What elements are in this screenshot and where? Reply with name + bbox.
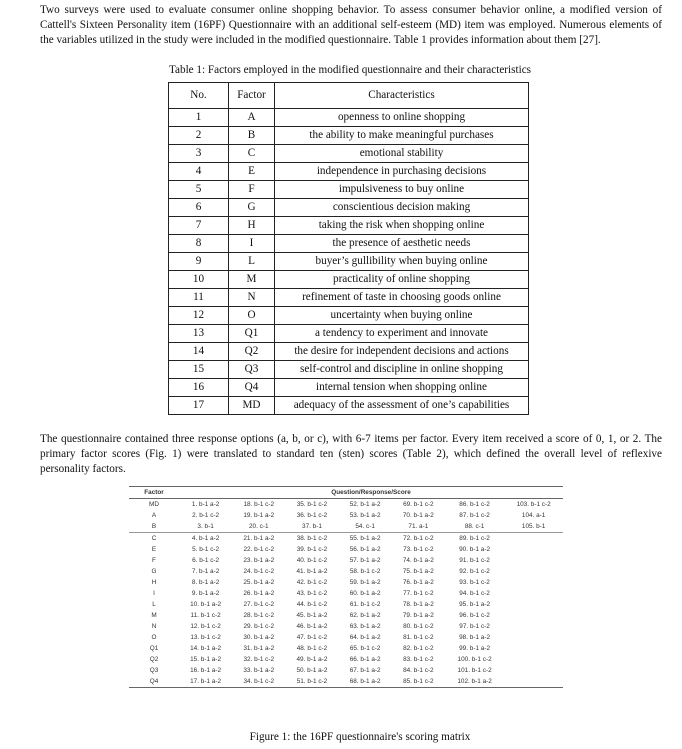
matrix-cell: 38. b-1 c-2 [285, 533, 338, 545]
matrix-cell [504, 588, 563, 599]
matrix-cell: 21. b-1 a-2 [232, 533, 285, 545]
matrix-row [129, 643, 563, 654]
table-row [169, 379, 529, 397]
matrix-cell: 40. b-1 c-2 [296, 557, 328, 564]
matrix-cell: 11. b-1 c-2 [190, 612, 221, 619]
matrix-cell [504, 643, 563, 654]
row-number: 11 [169, 289, 229, 307]
scoring-matrix-body [129, 499, 563, 688]
matrix-cell: 47. b-1 c-2 [296, 634, 328, 641]
matrix-cell: 32. b-1 c-2 [243, 656, 275, 663]
matrix-cell: 12. b-1 c-2 [190, 623, 221, 630]
matrix-cell: 16. b-1 a-2 [190, 667, 222, 674]
table-row [169, 361, 529, 379]
matrix-row [129, 499, 563, 511]
matrix-cell: 59. b-1 a-2 [349, 579, 381, 586]
matrix-cell: 10. b-1 a-2 [190, 601, 222, 608]
matrix-factor: Q3 [149, 667, 159, 674]
matrix-cell: 97. b-1 c-2 [459, 623, 490, 630]
row-number: 15 [169, 361, 229, 379]
matrix-factor: Q2 [149, 656, 159, 663]
header-no: No. [169, 83, 229, 109]
intro-paragraph: Two surveys were used to evaluate consumer online shopping behavior. To assess consumer behavior online, a modified version of Cattell's Sixteen Personality item (16PF) Questionnaire with an additional self-esteem (MD) item was employed. Numerous elements of the variables utilized in the study were included in the modified questionnaire. Table 1 provides information about them [27]. [40, 4, 662, 46]
row-factor: F [229, 181, 275, 199]
matrix-cell: 105. b-1 [521, 523, 546, 530]
matrix-cell: 30. b-1 a-2 [243, 634, 275, 641]
matrix-row [129, 676, 563, 688]
matrix-cell: 49. b-1 a-2 [296, 656, 328, 663]
row-characteristic: buyer’s gullibility when buying online [275, 253, 529, 271]
matrix-cell: 80. b-1 c-2 [403, 623, 434, 630]
matrix-header-main: Question/Response/Score [179, 487, 563, 499]
matrix-factor: MD [149, 501, 159, 508]
matrix-factor: C [129, 533, 179, 545]
matrix-row [129, 566, 563, 577]
table-row [169, 271, 529, 289]
table-row [169, 343, 529, 361]
row-characteristic: openness to online shopping [275, 109, 529, 127]
matrix-cell: 103. b-1 c-2 [516, 501, 551, 508]
matrix-cell [504, 577, 563, 588]
matrix-row [129, 621, 563, 632]
matrix-cell: 66. b-1 a-2 [349, 656, 381, 663]
matrix-cell: 42. b-1 c-2 [296, 579, 328, 586]
matrix-cell: 64. b-1 a-2 [349, 634, 381, 641]
matrix-cell: 93. b-1 c-2 [459, 579, 490, 586]
matrix-cell: 31. b-1 a-2 [243, 645, 275, 652]
matrix-factor: Q1 [149, 645, 159, 652]
matrix-cell [504, 610, 563, 621]
row-characteristic: a tendency to experiment and innovate [275, 325, 529, 343]
row-characteristic: taking the risk when shopping online [275, 217, 529, 235]
matrix-cell: 70. b-1 a-2 [402, 512, 434, 519]
matrix-factor: I [153, 590, 155, 597]
table-header-row [169, 83, 529, 109]
matrix-cell: 33. b-1 a-2 [243, 667, 275, 674]
matrix-cell: 87. b-1 c-2 [459, 512, 490, 519]
row-number: 6 [169, 199, 229, 217]
table-row [169, 289, 529, 307]
matrix-cell: 60. b-1 a-2 [349, 590, 381, 597]
row-number: 16 [169, 379, 229, 397]
matrix-cell: 89. b-1 c-2 [445, 533, 504, 545]
matrix-cell: 90. b-1 a-2 [459, 546, 491, 553]
matrix-cell: 15. b-1 a-2 [190, 656, 222, 663]
matrix-cell: 46. b-1 a-2 [296, 623, 328, 630]
matrix-cell: 57. b-1 a-2 [349, 557, 381, 564]
matrix-cell: 1. b-1 a-2 [191, 501, 220, 508]
row-number: 10 [169, 271, 229, 289]
table-row [169, 325, 529, 343]
matrix-cell: 34. b-1 c-2 [232, 676, 285, 688]
matrix-cell: 100. b-1 c-2 [457, 656, 492, 663]
matrix-factor: Q4 [129, 676, 179, 688]
factors-table-body [169, 109, 529, 415]
matrix-cell: 55. b-1 a-2 [339, 533, 392, 545]
matrix-cell: 35. b-1 c-2 [296, 501, 328, 508]
row-number: 3 [169, 145, 229, 163]
matrix-cell: 65. b-1 c-2 [349, 645, 381, 652]
row-number: 2 [169, 127, 229, 145]
matrix-cell: 71. a-1 [408, 523, 429, 530]
row-factor: MD [229, 397, 275, 415]
matrix-cell: 19. b-1 a-2 [243, 512, 275, 519]
matrix-cell [504, 676, 563, 688]
row-factor: Q3 [229, 361, 275, 379]
matrix-cell: 86. b-1 c-2 [459, 501, 490, 508]
matrix-cell: 54. c-1 [355, 523, 375, 530]
matrix-cell: 36. b-1 c-2 [296, 512, 328, 519]
row-factor: M [229, 271, 275, 289]
row-number: 7 [169, 217, 229, 235]
matrix-cell: 29. b-1 c-2 [243, 623, 275, 630]
matrix-cell: 53. b-1 a-2 [349, 512, 381, 519]
row-characteristic: adequacy of the assessment of one’s capabilities [275, 397, 529, 415]
row-characteristic: uncertainty when buying online [275, 307, 529, 325]
row-factor: Q2 [229, 343, 275, 361]
matrix-cell: 85. b-1 c-2 [392, 676, 445, 688]
row-factor: E [229, 163, 275, 181]
matrix-factor: H [151, 579, 157, 586]
matrix-cell: 88. c-1 [464, 523, 485, 530]
matrix-cell: 79. b-1 a-2 [402, 612, 434, 619]
matrix-cell: 81. b-1 c-2 [403, 634, 434, 641]
matrix-cell: 26. b-1 a-2 [243, 590, 275, 597]
table-row [169, 181, 529, 199]
matrix-cell: 69. b-1 c-2 [403, 501, 434, 508]
header-factor: Factor [229, 83, 275, 109]
factors-table [168, 82, 529, 415]
matrix-cell: 3. b-1 [197, 523, 214, 530]
matrix-cell: 39. b-1 c-2 [296, 546, 328, 553]
matrix-cell: 62. b-1 a-2 [349, 612, 381, 619]
matrix-cell: 67. b-1 a-2 [349, 667, 381, 674]
matrix-cell: 27. b-1 c-2 [243, 601, 275, 608]
matrix-row [129, 577, 563, 588]
table-row [169, 307, 529, 325]
matrix-factor: E [151, 546, 157, 553]
table-row [169, 109, 529, 127]
matrix-row [129, 665, 563, 676]
matrix-cell [504, 654, 563, 665]
row-characteristic: the desire for independent decisions and actions [275, 343, 529, 361]
matrix-factor: L [152, 601, 156, 608]
matrix-cell: 94. b-1 c-2 [459, 590, 490, 597]
matrix-cell: 8. b-1 a-2 [191, 579, 220, 586]
matrix-row [129, 521, 563, 533]
matrix-cell: 99. b-1 a-2 [459, 645, 491, 652]
table-row [169, 235, 529, 253]
matrix-row [129, 510, 563, 521]
matrix-cell: 78. b-1 a-2 [402, 601, 434, 608]
matrix-cell: 22. b-1 c-2 [243, 546, 275, 553]
header-characteristics: Characteristics [275, 83, 529, 109]
matrix-cell [504, 555, 563, 566]
matrix-cell: 72. b-1 c-2 [392, 533, 445, 545]
method-paragraph: The questionnaire contained three response options (a, b, or c), with 6-7 items per factor. Every item received a score of 0, 1, or 2. The primary factor scores (Fig. 1) were translated to standard ten (sten) scores (Table 2), which defined the overall level of reflexive personality factors. [40, 433, 662, 475]
figure1-caption: Figure 1: the 16PF questionnaire's scoring matrix [249, 731, 471, 743]
table-row [169, 397, 529, 415]
matrix-cell [504, 566, 563, 577]
matrix-cell: 58. b-1 c-2 [349, 568, 381, 575]
matrix-cell: 98. b-1 a-2 [459, 634, 491, 641]
matrix-header-factor: Factor [129, 487, 179, 499]
matrix-cell: 2. b-1 c-2 [192, 512, 220, 519]
row-characteristic: refinement of taste in choosing goods online [275, 289, 529, 307]
matrix-factor: O [151, 634, 157, 641]
row-number: 5 [169, 181, 229, 199]
matrix-cell: 24. b-1 c-2 [243, 568, 275, 575]
row-number: 17 [169, 397, 229, 415]
matrix-cell: 28. b-1 c-2 [243, 612, 275, 619]
matrix-cell: 23. b-1 a-2 [243, 557, 275, 564]
matrix-cell: 20. c-1 [249, 523, 269, 530]
matrix-cell: 13. b-1 c-2 [190, 634, 221, 641]
matrix-cell: 101. b-1 c-2 [457, 667, 492, 674]
matrix-cell: 52. b-1 a-2 [349, 501, 381, 508]
matrix-row [129, 632, 563, 643]
matrix-factor: N [151, 623, 157, 630]
row-factor: L [229, 253, 275, 271]
matrix-cell: 82. b-1 c-2 [403, 645, 434, 652]
matrix-cell: 43. b-1 c-2 [296, 590, 328, 597]
matrix-cell: 104. a-1 [521, 512, 546, 519]
matrix-cell: 44. b-1 c-2 [296, 601, 328, 608]
matrix-cell [504, 665, 563, 676]
scoring-matrix [129, 486, 563, 688]
row-factor: C [229, 145, 275, 163]
row-number: 13 [169, 325, 229, 343]
matrix-cell: 91. b-1 c-2 [459, 557, 490, 564]
matrix-cell: 68. b-1 a-2 [339, 676, 392, 688]
matrix-cell: 14. b-1 a-2 [190, 645, 222, 652]
matrix-cell: 96. b-1 c-2 [459, 612, 490, 619]
matrix-cell: 75. b-1 a-2 [402, 568, 434, 575]
row-characteristic: the ability to make meaningful purchases [275, 127, 529, 145]
row-characteristic: emotional stability [275, 145, 529, 163]
matrix-cell: 5. b-1 c-2 [192, 546, 220, 553]
matrix-cell: 77. b-1 c-2 [403, 590, 434, 597]
row-factor: Q1 [229, 325, 275, 343]
matrix-cell: 61. b-1 c-2 [349, 601, 381, 608]
matrix-cell: 76. b-1 a-2 [402, 579, 434, 586]
row-number: 12 [169, 307, 229, 325]
matrix-header-row [129, 487, 563, 499]
matrix-cell: 45. b-1 a-2 [296, 612, 328, 619]
matrix-row [129, 610, 563, 621]
matrix-cell: 102. b-1 a-2 [445, 676, 504, 688]
matrix-cell: 50. b-1 a-2 [296, 667, 328, 674]
matrix-factor: A [151, 512, 157, 519]
row-factor: G [229, 199, 275, 217]
matrix-cell [504, 544, 563, 555]
row-characteristic: internal tension when shopping online [275, 379, 529, 397]
table-row [169, 145, 529, 163]
matrix-cell: 51. b-1 c-2 [285, 676, 338, 688]
table1-caption: Table 1: Factors employed in the modified questionnaire and their characteristics [168, 64, 532, 76]
row-factor: N [229, 289, 275, 307]
table-row [169, 127, 529, 145]
row-characteristic: impulsiveness to buy online [275, 181, 529, 199]
matrix-row [129, 599, 563, 610]
matrix-row [129, 555, 563, 566]
matrix-cell [504, 533, 563, 545]
row-characteristic: practicality of online shopping [275, 271, 529, 289]
matrix-cell: 63. b-1 a-2 [349, 623, 381, 630]
matrix-cell: 41. b-1 a-2 [296, 568, 328, 575]
row-number: 4 [169, 163, 229, 181]
matrix-cell: 95. b-1 a-2 [459, 601, 491, 608]
table-row [169, 253, 529, 271]
row-number: 8 [169, 235, 229, 253]
matrix-cell: 18. b-1 c-2 [243, 501, 275, 508]
matrix-cell: 48. b-1 c-2 [296, 645, 328, 652]
row-factor: I [229, 235, 275, 253]
matrix-cell: 17. b-1 a-2 [179, 676, 232, 688]
row-number: 1 [169, 109, 229, 127]
row-characteristic: self-control and discipline in online shopping [275, 361, 529, 379]
matrix-cell: 25. b-1 a-2 [243, 579, 275, 586]
row-factor: H [229, 217, 275, 235]
matrix-row [129, 533, 563, 545]
matrix-cell [504, 599, 563, 610]
matrix-row [129, 654, 563, 665]
table-row [169, 199, 529, 217]
row-number: 9 [169, 253, 229, 271]
row-characteristic: conscientious decision making [275, 199, 529, 217]
row-characteristic: independence in purchasing decisions [275, 163, 529, 181]
row-factor: B [229, 127, 275, 145]
row-factor: O [229, 307, 275, 325]
matrix-cell [504, 621, 563, 632]
matrix-cell: 73. b-1 c-2 [403, 546, 434, 553]
matrix-row [129, 544, 563, 555]
matrix-cell: 56. b-1 a-2 [349, 546, 381, 553]
matrix-cell: 74. b-1 a-2 [402, 557, 434, 564]
matrix-factor: G [151, 568, 157, 575]
matrix-cell: 4. b-1 a-2 [179, 533, 232, 545]
matrix-cell: 92. b-1 c-2 [459, 568, 490, 575]
row-factor: Q4 [229, 379, 275, 397]
row-characteristic: the presence of aesthetic needs [275, 235, 529, 253]
matrix-cell: 7. b-1 a-2 [191, 568, 220, 575]
matrix-cell: 37. b-1 [302, 523, 322, 530]
matrix-cell: 84. b-1 c-2 [403, 667, 434, 674]
matrix-cell: 83. b-1 c-2 [403, 656, 434, 663]
matrix-factor: F [152, 557, 156, 564]
table-row [169, 163, 529, 181]
matrix-cell: 6. b-1 c-2 [192, 557, 220, 564]
row-factor: A [229, 109, 275, 127]
matrix-cell: 9. b-1 a-2 [191, 590, 220, 597]
matrix-factor: M [151, 612, 157, 619]
table-row [169, 217, 529, 235]
row-number: 14 [169, 343, 229, 361]
matrix-factor: B [151, 523, 157, 530]
matrix-row [129, 588, 563, 599]
matrix-cell [504, 632, 563, 643]
